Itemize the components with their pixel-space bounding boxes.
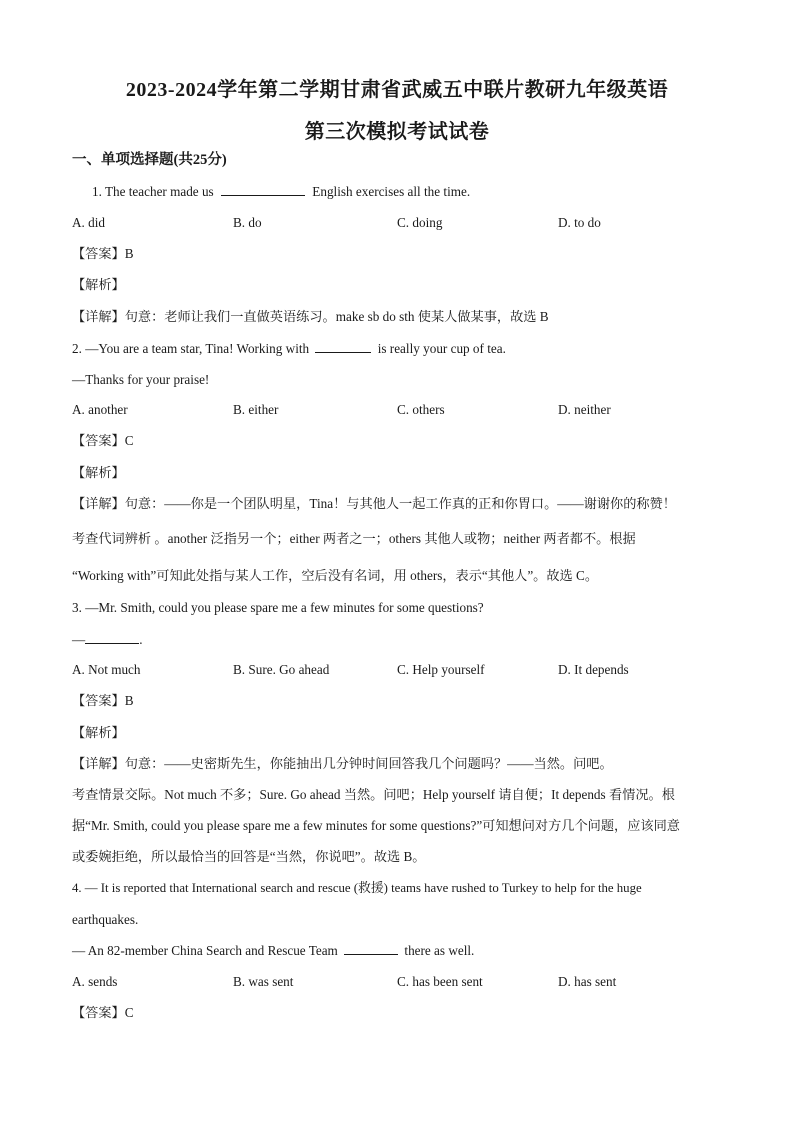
question-1-analysis-label: 【解析】 [72,277,125,292]
question-3-detail-line-2: 考查情景交际。Not much 不多；Sure. Go ahead 当然。问吧；Help yourself 请自便；It depends 看情况。根 [72,787,675,802]
question-1-option-a: A. did [72,215,105,230]
question-2-option-d: D. neither [558,402,611,417]
detail-label: 【详解】 [72,756,125,771]
question-1-option-b: B. do [233,215,262,230]
question-3-option-b: B. Sure. Go ahead [233,662,330,677]
question-4-text-before: — An 82-member China Search and Rescue Team [72,943,338,958]
question-4-option-a: A. sends [72,974,118,989]
question-4-option-b: B. was sent [233,974,294,989]
detail-label: 【详解】 [72,309,125,324]
question-3-detail-line-4: 或委婉拒绝，所以最恰当的回答是“当然，你说吧”。故选 B。 [72,849,426,864]
question-3-detail-line-3: 据“Mr. Smith, could you please spare me a few minutes for some questions?”可知想问对方几个问题，应该同意 [72,818,680,833]
question-1-option-d: D. to do [558,215,601,230]
question-1-answer [72,246,134,262]
question-4-option-c: C. has been sent [397,974,483,989]
question-2-answer [72,433,134,449]
answer-label: 【答案】 [72,693,125,708]
question-2-detail-line-1 [72,496,676,512]
detail-text: 句意：——史密斯先生，你能抽出几分钟时间回答我几个问题吗？——当然。问吧。 [124,756,613,771]
answer-label: 【答案】 [72,1005,125,1020]
answer-label: 【答案】 [72,433,125,448]
question-3-option-d: D. It depends [558,662,629,677]
answer-label: 【答案】 [72,246,125,261]
question-4-stem-line-1: 4. — It is reported that International search and rescue (救援) teams have rushed to Turkey to help for the huge [72,881,642,895]
answer-value: C [124,1005,134,1020]
question-2-stem [72,341,506,357]
detail-text: 句意：老师让我们一直做英语练习。make sb do sth 使某人做某事，故选 B [124,309,549,324]
question-4-reply [72,943,474,959]
question-3-dash: — [72,632,86,647]
exam-title-line-2: 第三次模拟考试试卷 [304,121,490,143]
question-3-reply: — . [72,632,143,647]
question-2-option-b: B. either [233,402,279,417]
question-2-blank [315,341,371,353]
answer-value: B [124,693,134,708]
question-3-answer [72,693,134,709]
answer-value: C [124,433,134,448]
question-1-blank [221,184,305,196]
question-3-analysis-label: 【解析】 [72,725,125,740]
question-3-option-a: A. Not much [72,662,141,677]
question-3-blank [85,632,139,644]
question-2-option-c: C. others [397,402,445,417]
question-2-detail-line-2: 考查代词辨析 。another 泛指另一个；either 两者之一；others 其他人或物；neither 两者都不。根据 [72,531,636,546]
question-1-stem [92,184,470,200]
question-4-text-after: there as well. [404,943,475,958]
detail-text: 句意：——你是一个团队明星，Tina！与其他人一起工作真的正和你胃口。——谢谢你的称赞！ [124,496,676,511]
question-3-option-c: C. Help yourself [397,662,485,677]
question-4-answer [72,1005,134,1021]
question-1-text-after: English exercises all the time. [312,184,471,199]
answer-value: B [124,246,134,261]
exam-title-line-1: 2023-2024学年第二学期甘肃省武威五中联片教研九年级英语 [125,79,669,101]
section-heading: 一、单项选择题(共25分) [72,152,227,168]
detail-label: 【详解】 [72,496,125,511]
question-2-analysis-label: 【解析】 [72,465,125,480]
question-3-detail-line-1 [72,756,613,772]
question-1-text-before: 1. The teacher made us [92,184,214,199]
question-4-stem-line-2: earthquakes. [72,912,139,927]
question-2-reply: —Thanks for your praise! [72,372,210,387]
question-2-option-a: A. another [72,402,128,417]
question-1-option-c: C. doing [397,215,443,230]
question-3-stem: 3. —Mr. Smith, could you please spare me a few minutes for some questions? [72,600,484,615]
question-1-detail [72,309,549,325]
question-4-blank [344,943,398,955]
question-2-text-before: 2. —You are a team star, Tina! Working with [72,341,310,356]
question-2-detail-line-3: “Working with”可知此处指与某人工作，空后没有名词，用 others，表示“其他人”。故选 C。 [72,568,599,583]
question-4-option-d: D. has sent [558,974,617,989]
question-2-text-after: is really your cup of tea. [377,341,506,356]
